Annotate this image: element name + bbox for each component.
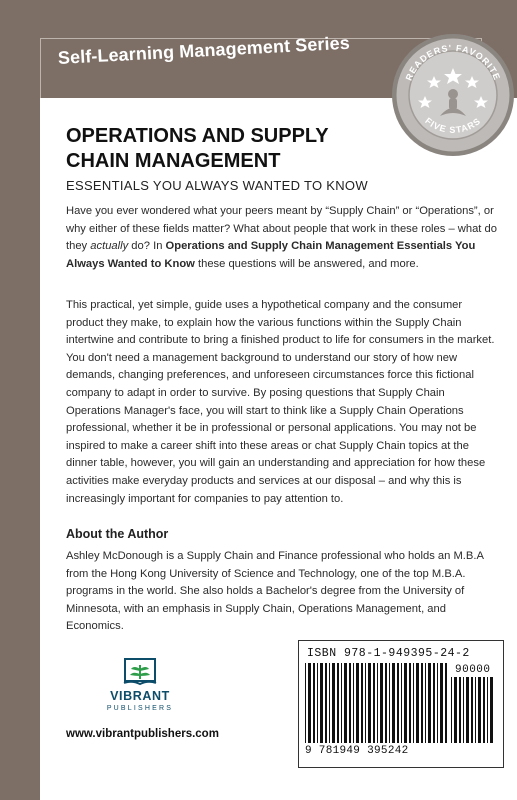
barcode-bar [320, 663, 323, 743]
seal-icon [392, 34, 514, 156]
book-title-line2: CHAIN MANAGEMENT [66, 150, 281, 172]
publisher-website[interactable]: www.vibrantpublishers.com [66, 728, 219, 740]
barcode-bar [487, 677, 488, 743]
barcode-bar [409, 663, 411, 743]
seal-text-bottom: FIVE STARS [423, 115, 483, 135]
readers-favorite-seal [392, 34, 514, 156]
about-author-heading: About the Author [66, 527, 169, 541]
barcode-bar [433, 663, 435, 743]
book-title-line1: OPERATIONS AND SUPPLY [66, 125, 329, 147]
description-paragraph-1 [66, 203, 502, 273]
barcode-bar [385, 663, 387, 743]
barcode-bar [305, 663, 306, 743]
p1-emphasis: actually [90, 240, 129, 253]
barcode-bar [344, 663, 347, 743]
barcode-bar [483, 677, 485, 743]
barcode-bar [341, 663, 342, 743]
publisher-logo [100, 657, 180, 719]
barcode-bar [365, 663, 366, 743]
barcode-bar [463, 677, 464, 743]
barcode-bar [471, 677, 473, 743]
barcode-bar [317, 663, 318, 743]
seal-text-top: READERS' FAVORITE [403, 42, 503, 83]
barcode-bar [332, 663, 335, 743]
barcode-digits: 9 781949 395242 [305, 745, 409, 757]
publisher-sub: PUBLISHERS [106, 705, 174, 712]
barcode-bar [349, 663, 351, 743]
open-book-icon [122, 657, 158, 687]
book-subtitle: ESSENTIALS YOU ALWAYS WANTED TO KNOW [66, 178, 368, 193]
barcode-bar [389, 663, 390, 743]
p1-book-name: Operations and Supply Chain Management Essentials You Always Wanted to Know [66, 240, 476, 270]
barcode-bar [421, 663, 423, 743]
barcode-bar [404, 663, 407, 743]
barcode-bar [454, 677, 457, 743]
barcode-bar [353, 663, 354, 743]
p1-text-b: do? In [128, 240, 166, 253]
p1-text-a: Have you ever wondered what your peers meant by “Supply Chain” or “Operations”, or why either of these fields matter? What about people that work in these roles – what do they [66, 205, 497, 253]
series-title: Self-Learning Management Series [57, 32, 351, 68]
barcode-addon: 90000 [455, 664, 491, 676]
barcode-bar [325, 663, 327, 743]
p1-text-c: these questions will be answered, and more. [194, 257, 419, 270]
author-bio: Ashley McDonough is a Supply Chain and Finance professional who holds an M.B.A from the Hong Kong University of Science and Technology, one of the top M.B.A. programs in the world. She also holds a Bachelor's degree from the University of Minnesota, with an emphasis in Supply Chain, Operations Management, and Economics. [66, 550, 484, 633]
barcode-bar [445, 663, 447, 743]
barcode-bar [478, 677, 481, 743]
barcode-bar [397, 663, 399, 743]
barcode-bar [490, 677, 493, 743]
barcode-bar [440, 663, 443, 743]
barcode-bar [437, 663, 438, 743]
barcode-bar [377, 663, 378, 743]
barcode-bar [337, 663, 339, 743]
isbn-number: ISBN 978-1-949395-24-2 [307, 647, 470, 660]
barcode-bar [459, 677, 461, 743]
barcode-addon-bars [451, 677, 495, 743]
barcode-bar [416, 663, 419, 743]
barcode-bar [373, 663, 375, 743]
barcode-bar [356, 663, 359, 743]
barcode-bar [361, 663, 363, 743]
isbn-barcode [298, 640, 504, 768]
book-title [66, 124, 406, 174]
barcode-bar [428, 663, 431, 743]
description-paragraph-2: This practical, yet simple, guide uses a hypothetical company and the consumer product they make, to explain how the various functions within the Supply Chain intertwine and contribute to bring a finished product to life for consumers in the market. You don't need a management background to understand our story of how new demands, changing preferences, and unforeseen circumstances force this fictional company to adapt in order to survive. By posing questions that Supply Chain Operations Manager's face, you will start to think like a Supply Chain Operations professional, whether it be in professional or personal applications. You may not be inspired to make a career shift into these areas or chat Supply Chain topics at the dinner table, however, you will gain an understanding and appreciation for how these activities make everyday products and services at our disposal – and why this is increasingly important for companies to pay attention to. [66, 299, 495, 505]
barcode-bar [313, 663, 315, 743]
barcode-bar [413, 663, 414, 743]
barcode-bar [368, 663, 371, 743]
barcode-bar [451, 677, 452, 743]
barcode-bar [475, 677, 476, 743]
barcode-bar [392, 663, 395, 743]
barcode-bars [305, 663, 447, 743]
barcode-bar [329, 663, 330, 743]
barcode-bar [466, 677, 469, 743]
barcode-bar [380, 663, 383, 743]
barcode-bar [425, 663, 426, 743]
barcode-bar [401, 663, 402, 743]
publisher-name: VIBRANT [110, 689, 170, 703]
barcode-bar [308, 663, 311, 743]
